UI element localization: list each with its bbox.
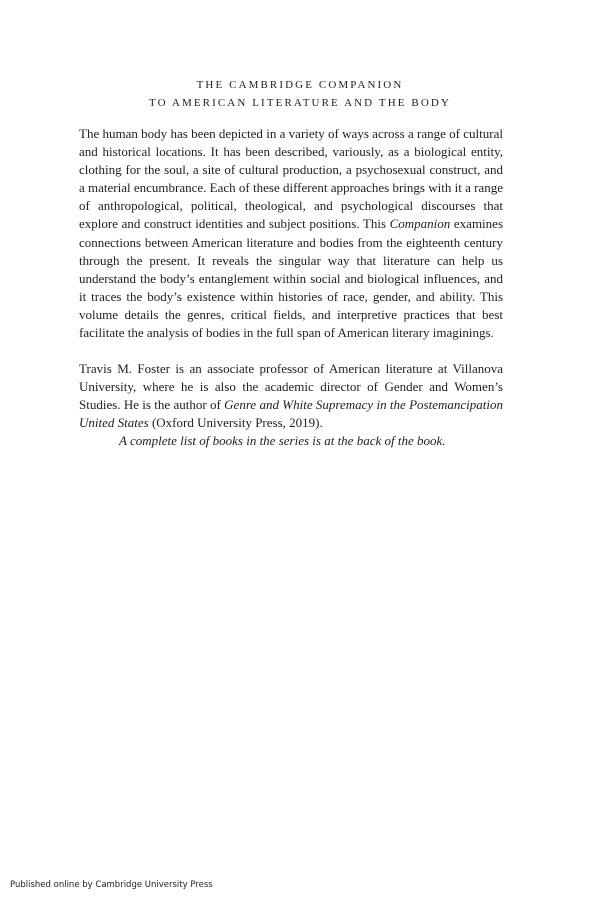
description-text-2: examines connections between American literature and bodies from the eighteenth century through the present. It reveals the singular way that literature can help us understand the body’s entanglement within social and biological influences, and it traces the body’s existence within histories of race, gender, and ability. This volume details the genres, critical fields, and interpretive practices that best facilitate the analysis of bodies in the full span of American literary imaginings. [79, 216, 504, 341]
description-companion-italic: Companion [389, 216, 451, 232]
author-bio [79, 360, 503, 432]
book-description [79, 125, 503, 342]
description-text-1: The human body has been depicted in a variety of ways across a range of cultural and historical locations. It has been described, variously, as a biological entity, clothing for the soul, a site of cultural production, a psychosexual construct, and a material encumbrance. Each of these different approaches brings with it a range of anthropological, political, theological, and psychological discourses that explore and construct identities and subject positions. This [79, 126, 503, 232]
author-bio-text-1: Travis M. Foster is an associate professor of American literature at Villanova University, where he is also the academic director of Gender and Women’s Studies. He is the author of [79, 361, 503, 413]
author-bio-text-2: (Oxford University Press, 2019). [148, 415, 323, 431]
publisher-footer: Published online by Cambridge University Press [10, 880, 213, 890]
author-book-title: Genre and White Supremacy in the Postemancipation United States [79, 397, 503, 431]
series-title-line-1: THE CAMBRIDGE COMPANION [196, 79, 404, 91]
series-title-line-2: TO AMERICAN LITERATURE AND THE BODY [149, 97, 451, 109]
series-title [0, 76, 600, 112]
series-list-note: A complete list of books in the series is at the back of the book. [119, 433, 446, 448]
